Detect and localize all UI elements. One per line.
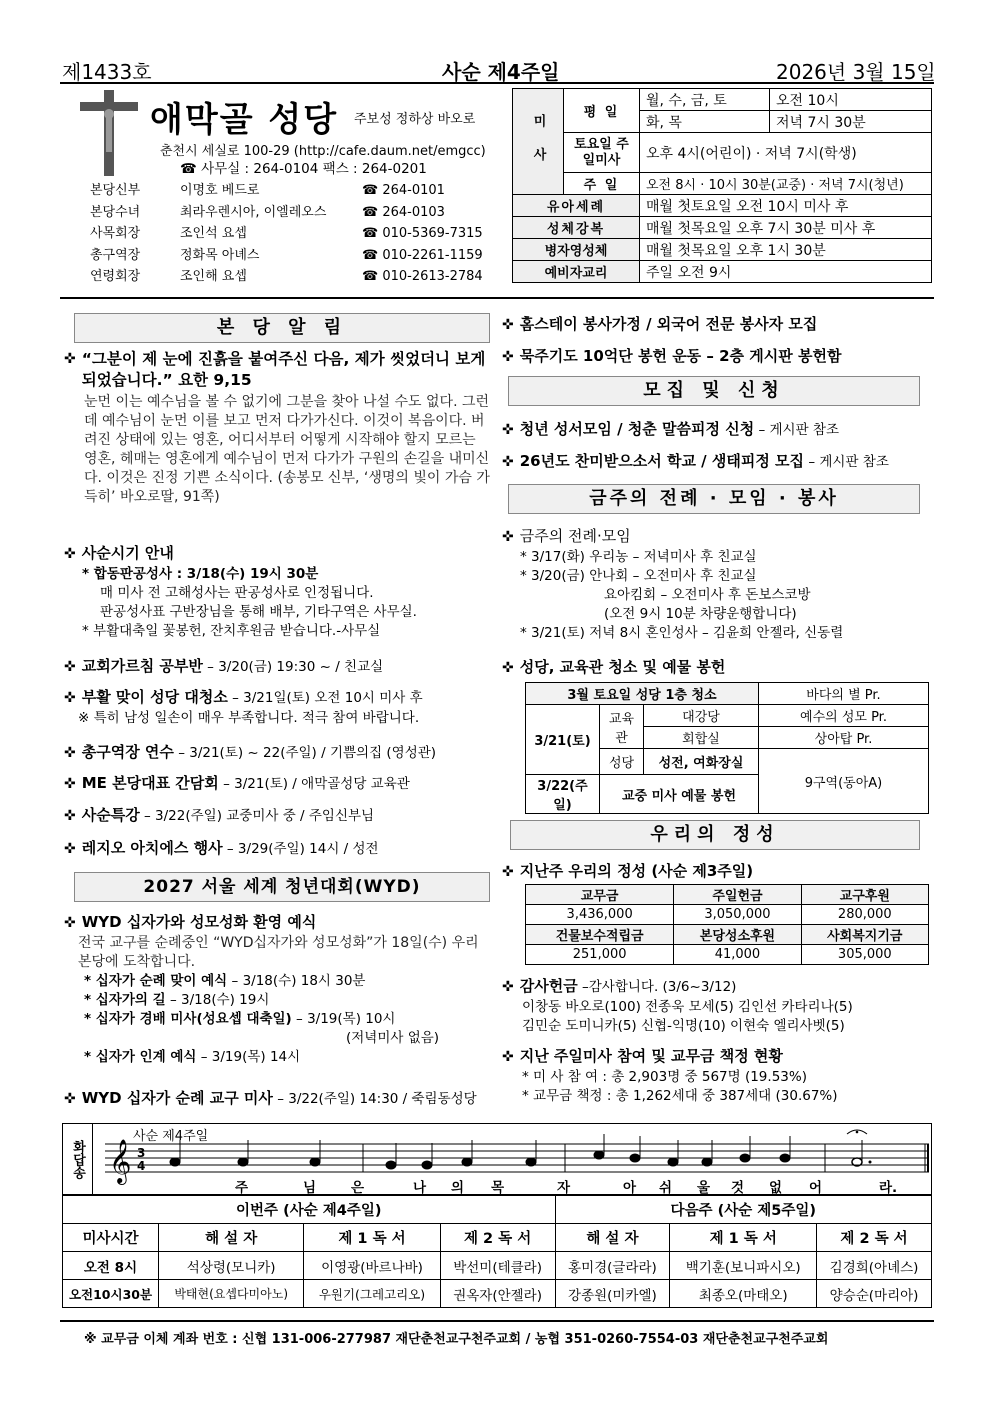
mwf-time: 오전 10시 (770, 89, 932, 111)
sacrament-text: 매월 첫목요일 오후 1시 30분 (640, 239, 932, 261)
wyd-notice (64, 912, 492, 1067)
notice-title: 총구역장 연수 (81, 743, 174, 761)
offering-header: 교구후원 (801, 885, 928, 905)
offering-header: 본당성소후원 (674, 925, 801, 945)
top-section-rule (60, 297, 934, 299)
clover-bullet-icon: ✜ (64, 841, 76, 857)
wyd-event-time: – 3/19(목) 10시 (291, 1011, 396, 1027)
liturgy-title: 금주의 전례·모임 (519, 527, 631, 545)
cleaning-cell: 대강당 (644, 705, 759, 727)
svg-text:𝄞: 𝄞 (109, 1139, 132, 1183)
staff-phone: ☎ 264-0101 (362, 183, 445, 198)
clover-bullet-icon: ✜ (64, 808, 76, 824)
thanks-notice (502, 976, 934, 1036)
mass-schedule-table (512, 88, 932, 283)
parish-patron: 주보성 정하상 바오로 (354, 112, 476, 127)
ministry-schedule-table (62, 1195, 932, 1308)
attendance-stat: * 미 사 참 여 : 총 2,903명 중 567명 (19.53%) (522, 1069, 807, 1085)
cleaning-cell: 상아탑 Pr. (759, 727, 929, 749)
sun-mass-label: 주 일 (564, 173, 640, 195)
table-row (63, 1252, 932, 1280)
offering-notice (502, 861, 934, 883)
column-header: 제 2 독 서 (440, 1224, 555, 1252)
notice-item (64, 773, 492, 795)
thanks-donors: 김민순 도미니카(5) 신협-익명(10) 이현숙 엘리사벳(5) (522, 1018, 845, 1034)
lent-confession-note: 판공성사표 구반장님을 통해 배부, 기타구역은 사무실. (100, 604, 417, 620)
clover-bullet-icon: ✜ (502, 979, 514, 995)
notice-item (502, 314, 932, 336)
wyd-title: WYD 십자가와 성모성화 환영 예식 (81, 913, 317, 931)
thanks-subtitle: –감사합니다. (3/6~3/12) (577, 979, 737, 995)
wyd-event-time: – 3/19(목) 14시 (196, 1049, 301, 1065)
sacrament-text: 주일 오전 9시 (640, 261, 932, 283)
column-header: 제 2 독 서 (817, 1224, 932, 1252)
lent-confession-note: 매 미사 전 고해성사는 판공성사로 인정됩니다. (100, 585, 374, 601)
lyric-syllable: 없 (769, 1180, 783, 1196)
liturgy-item: 요아킴회 – 오전미사 후 돈보스코방 (604, 587, 811, 603)
liturgy-notice (502, 526, 934, 643)
gospel-title: “그분이 제 눈에 진흙을 붙여주신 다음, 제가 씻었더니 보게 되었습니다.” 요한 9,15 (81, 350, 486, 389)
staff-role: 연령회장 (90, 269, 141, 284)
lyric-syllable: 아 (623, 1180, 637, 1196)
parish-notice-banner: 본 당 알 림 (74, 313, 490, 343)
crucifix-icon (78, 88, 140, 178)
lyric-syllable: 나 (413, 1180, 427, 1196)
lyric-syllable: 울 (697, 1180, 711, 1196)
attendance-stat: * 교무금 책정 : 총 1,262세대 중 387세대 (30.67%) (522, 1088, 838, 1104)
responsorial-psalm-box (62, 1123, 932, 1195)
psalm-label: 화답송 (63, 1124, 93, 1194)
offering-value: 3,436,000 (526, 905, 674, 925)
notice-title: 홈스테이 봉사가정 / 외국어 전문 봉사자 모집 (519, 315, 818, 333)
cleaning-cell: 3월 토요일 성당 1층 청소 (526, 683, 759, 705)
sacrament-label: 성체강복 (513, 217, 640, 239)
next-week-header: 다음주 (사순 제5주일) (555, 1196, 931, 1224)
notice-item (502, 451, 934, 473)
lyric-syllable: 주 (235, 1180, 249, 1196)
notice-item (502, 346, 932, 368)
notice-item (502, 419, 934, 441)
gospel-body: 눈먼 이는 예수님을 볼 수 없기에 그분을 찾아 나설 수도 없다. 그런데 예수님이 눈먼 이를 보고 먼저 다가가신다. 이것이 복음이다. 버려진 상태에 있는 영혼, 어디서부터 어떻게 시작해야 할지 모르는 영혼, 헤매는 영혼에게 예수님이 먼저 다가가 구원의 손길을 내미신다. 이것은 진정 기쁜 소식이다. (송봉모 신부, ‘생명의 빛이 가슴 가득히’ 바오로딸, 91쪽) (84, 394, 490, 505)
notice-item (64, 656, 492, 678)
clover-bullet-icon: ✜ (64, 546, 76, 562)
cleaning-cell: 3/21(토) (526, 705, 600, 775)
cleaning-notice (502, 657, 934, 679)
footer-rule (60, 1320, 934, 1322)
staff-phone: ☎ 264-0103 (362, 205, 445, 220)
clover-bullet-icon: ✜ (502, 349, 514, 365)
tt-days: 화, 목 (640, 111, 770, 133)
staff-name: 이명호 베드로 (180, 183, 260, 198)
wyd-body: 전국 교구를 순례중인 “WYD십자가와 성모성화”가 18일(수) 우리 본당에 도착합니다. (78, 935, 479, 970)
minister-cell: 이영광(바르나바) (304, 1252, 440, 1280)
sun-mass-time: 오전 8시 · 10시 30분(교중) · 저녁 7시(청년) (640, 173, 932, 195)
thanks-title: 감사헌금 (519, 977, 578, 995)
minister-cell: 박태현(요셉다미아노) (159, 1280, 304, 1308)
notice-detail: – 3/21(토) / 애막골성당 교육관 (218, 776, 410, 792)
staff-role: 총구역장 (90, 248, 141, 263)
cleaning-cell: 성당 (600, 749, 644, 775)
lyric-syllable: 님 (303, 1180, 317, 1196)
offering-header: 사회복지기금 (801, 925, 928, 945)
offering-header: 교무금 (526, 885, 674, 905)
wyd-event: * 십자가 순례 맞이 예식 (84, 973, 228, 989)
clover-bullet-icon: ✜ (64, 351, 76, 367)
cleaning-cell: 교육관 (600, 705, 644, 749)
weekday-label: 평 일 (564, 89, 640, 133)
offering-header: 주일헌금 (674, 885, 801, 905)
sacrament-label: 유아세례 (513, 195, 640, 217)
minister-cell: 최종오(마태오) (670, 1280, 817, 1308)
lent-notice (64, 543, 492, 641)
clover-bullet-icon: ✜ (502, 317, 514, 333)
offering-value: 305,000 (801, 945, 928, 965)
clover-bullet-icon: ✜ (64, 915, 76, 931)
minister-cell: 석상령(모니카) (159, 1252, 304, 1280)
lent-title: 사순시기 안내 (81, 544, 174, 562)
notice-detail: – 3/22(주일) 14:30 / 죽림동성당 (272, 1091, 477, 1107)
cleaning-title: 성당, 교육관 청소 및 예물 봉헌 (519, 658, 726, 676)
notice-detail: – 게시판 참조 (754, 422, 840, 438)
cleaning-cell: 성전, 여화장실 (644, 749, 759, 775)
sacrament-label: 예비자교리 (513, 261, 640, 283)
parish-name: 애막골 성당 (150, 100, 339, 140)
lyric-syllable: 자 (557, 1180, 571, 1196)
notice-title: 레지오 아치에스 행사 (81, 839, 223, 857)
sacrament-label: 병자영성체 (513, 239, 640, 261)
offering-banner: 우리의 정성 (510, 820, 920, 850)
gospel-notice (64, 349, 492, 507)
staff-phone: ☎ 010-2613-2784 (362, 269, 483, 284)
wyd-event: * 십자가 인계 예식 (84, 1049, 197, 1065)
minister-cell: 김경희(아녜스) (817, 1252, 932, 1280)
mwf-days: 월, 수, 금, 토 (640, 89, 770, 111)
notice-detail: – 3/21(토) ~ 22(주일) / 기쁨의집 (영성관) (173, 745, 437, 761)
offering-value: 251,000 (526, 945, 674, 965)
notice-detail: – 3/22(주일) 교중미사 중 / 주임신부님 (139, 808, 375, 824)
offering-value: 280,000 (801, 905, 928, 925)
column-header: 해 설 자 (555, 1224, 670, 1252)
offering-table (525, 884, 929, 965)
cleaning-cell: 교중 미사 예물 봉헌 (600, 775, 759, 814)
clover-bullet-icon: ✜ (502, 529, 514, 545)
issue-date: 2026년 3월 15일 (776, 60, 936, 84)
mass-side-label: 미 사 (513, 89, 564, 195)
sat-mass-label: 토요일 주일미사 (564, 133, 640, 173)
liturgy-banner: 금주의 전례 · 모임 · 봉사 (508, 484, 920, 514)
minister-cell: 권옥자(안젤라) (440, 1280, 555, 1308)
notice-item (64, 838, 492, 860)
parish-address: 춘천시 세실로 100-29 (http://cafe.daum.net/emgcc) (160, 144, 486, 159)
notice-detail: – 3/29(주일) 14시 / 성전 (222, 841, 379, 857)
thanks-donors: 이창동 바오로(100) 전종욱 모세(5) 김인선 카타리나(5) (522, 999, 853, 1015)
clover-bullet-icon: ✜ (64, 690, 76, 706)
staff-name: 정화목 아녜스 (180, 248, 260, 263)
notice-title: 부활 맞이 성당 대청소 (81, 688, 228, 706)
wyd-event-time: – 3/18(수) 19시 (165, 992, 270, 1008)
issue-number: 제1433호 (62, 60, 152, 84)
minister-cell: 강종원(미카엘) (555, 1280, 670, 1308)
staff-name: 조인석 요셉 (180, 226, 247, 241)
offering-value: 41,000 (674, 945, 801, 965)
column-header: 제 1 독 서 (670, 1224, 817, 1252)
cleaning-cell: 9구역(동아A) (759, 749, 929, 814)
cleaning-table (525, 682, 929, 814)
wyd-event: * 십자가 경배 미사(성요셉 대축일) (84, 1011, 292, 1027)
offering-value: 3,050,000 (674, 905, 801, 925)
notice-item (64, 687, 492, 728)
lyric-syllable: 어 (809, 1180, 823, 1196)
sat-mass-time: 오후 4시(어린이) · 저녁 7시(학생) (640, 133, 932, 173)
notice-title: 26년도 찬미받으소서 학교 / 생태피정 모집 (519, 452, 805, 470)
lyric-syllable: 의 (451, 1180, 465, 1196)
tt-time: 저녁 7시 30분 (770, 111, 932, 133)
lent-easter-offering: * 부활대축일 꽃봉헌, 잔치후원금 받습니다.-사무실 (82, 623, 381, 639)
liturgy-item: * 3/20(금) 안나회 – 오전미사 후 친교실 (520, 568, 757, 584)
notice-item (64, 805, 492, 827)
clover-bullet-icon: ✜ (64, 776, 76, 792)
table-row (63, 1280, 932, 1308)
staff-role: 본당신부 (90, 183, 141, 198)
notice-title: WYD 십자가 순례 교구 미사 (81, 1089, 273, 1107)
wyd-event-time: – 3/18(수) 18시 30분 (227, 973, 366, 989)
wyd-event-note: (저녁미사 없음) (346, 1030, 440, 1046)
clover-bullet-icon: ✜ (502, 422, 514, 438)
notice-detail: – 3/21일(토) 오전 10시 미사 후 (227, 690, 423, 706)
svg-text:3: 3 (137, 1146, 146, 1160)
cleaning-cell: 예수의 성모 Pr. (759, 705, 929, 727)
column-header: 제 1 독 서 (304, 1224, 440, 1252)
clover-bullet-icon: ✜ (64, 745, 76, 761)
staff-phone: ☎ 010-5369-7315 (362, 226, 483, 241)
lyric-syllable: 목 (491, 1180, 505, 1196)
mass-time-cell: 오전 8시 (63, 1252, 159, 1280)
wyd-event: * 십자가의 길 (84, 992, 166, 1008)
offering-title: 지난주 우리의 정성 (사순 제3주일) (519, 862, 754, 880)
sacrament-text: 매월 첫토요일 오전 10시 미사 후 (640, 195, 932, 217)
notice-title: 교회가르침 공부반 (81, 657, 203, 675)
liturgy-item: * 3/21(토) 저녁 8시 혼인성사 – 김윤희 안젤라, 신동렬 (520, 625, 844, 641)
notice-title: 묵주기도 10억단 봉헌 운동 – 2층 게시판 봉헌함 (519, 347, 842, 365)
notice-title: 사순특강 (81, 806, 140, 824)
cleaning-cell: 회합실 (644, 727, 759, 749)
column-header: 해 설 자 (159, 1224, 304, 1252)
psalm-lyrics (95, 1176, 931, 1194)
notice-item (64, 742, 492, 764)
header-rule (60, 82, 934, 84)
staff-phone: ☎ 010-2261-1159 (362, 248, 483, 263)
notice-detail: – 3/20(금) 19:30 ~ / 친교실 (202, 659, 384, 675)
sacrament-text: 매월 첫목요일 오후 7시 30분 미사 후 (640, 217, 932, 239)
staff-name: 조인해 요셉 (180, 269, 247, 284)
clover-bullet-icon: ✜ (502, 454, 514, 470)
lyric-syllable: 쉬 (659, 1180, 673, 1196)
attendance-title: 지난 주일미사 참여 및 교무금 책정 현황 (519, 1047, 783, 1065)
cleaning-cell: 바다의 별 Pr. (759, 683, 929, 705)
lent-confession: * 합동판공성사 : 3/18(수) 19시 30분 (82, 566, 319, 582)
wyd-banner: 2027 서울 세계 청년대회(WYD) (74, 872, 490, 902)
notice-title: 청년 성서모임 / 청춘 말씀피정 신청 (519, 420, 755, 438)
notice-detail: – 게시판 참조 (804, 454, 889, 470)
staff-name: 최라우렌시아, 이엘레오스 (180, 205, 327, 220)
lyric-syllable: 은 (351, 1180, 365, 1196)
lyric-syllable: 것 (731, 1180, 745, 1196)
clover-bullet-icon: ✜ (502, 660, 514, 676)
svg-text:4: 4 (137, 1159, 146, 1173)
column-header: 미사시간 (63, 1224, 159, 1252)
minister-cell: 홍미경(글라라) (555, 1252, 670, 1280)
staff-role: 본당수녀 (90, 205, 141, 220)
minister-cell: 우원기(그레고리오) (304, 1280, 440, 1308)
clover-bullet-icon: ✜ (64, 1091, 76, 1107)
notice-title: ME 본당대표 간담회 (81, 774, 219, 792)
clover-bullet-icon: ✜ (502, 1049, 514, 1065)
recruit-banner: 모집 및 신청 (508, 376, 920, 406)
parish-phone: ☎ 사무실 : 264-0104 팩스 : 264-0201 (180, 161, 427, 177)
mass-time-cell: 오전10시30분 (63, 1280, 159, 1308)
liturgy-item: (오전 9시 10분 차량운행합니다) (604, 606, 797, 622)
liturgy-item: * 3/17(화) 우리농 – 저녁미사 후 친교실 (520, 549, 757, 565)
cleaning-cell: 3/22(주일) (526, 775, 600, 814)
notice-note: ※ 특히 남성 일손이 매우 부족합니다. 적극 참여 바랍니다. (78, 710, 420, 726)
staff-role: 사목회장 (90, 226, 141, 241)
this-week-header: 이번주 (사순 제4주일) (63, 1196, 556, 1224)
minister-cell: 양승순(마리아) (817, 1280, 932, 1308)
liturgical-season: 사순 제4주일 (442, 60, 560, 84)
clover-bullet-icon: ✜ (64, 659, 76, 675)
minister-cell: 백기훈(보니파시오) (670, 1252, 817, 1280)
bank-account-footer: ※ 교무금 이체 계좌 번호 : 신협 131-006-277987 재단춘천교구천주교회 / 농협 351-0260-7554-03 재단춘천교구천주교회 (84, 1332, 829, 1347)
clover-bullet-icon: ✜ (502, 864, 514, 880)
psalm-season: 사순 제4주일 (133, 1129, 209, 1144)
attendance-notice (502, 1046, 934, 1106)
lyric-syllable: 라. (879, 1180, 898, 1196)
offering-header: 건물보수적립금 (526, 925, 674, 945)
notice-item (64, 1088, 504, 1110)
minister-cell: 박선미(테클라) (440, 1252, 555, 1280)
